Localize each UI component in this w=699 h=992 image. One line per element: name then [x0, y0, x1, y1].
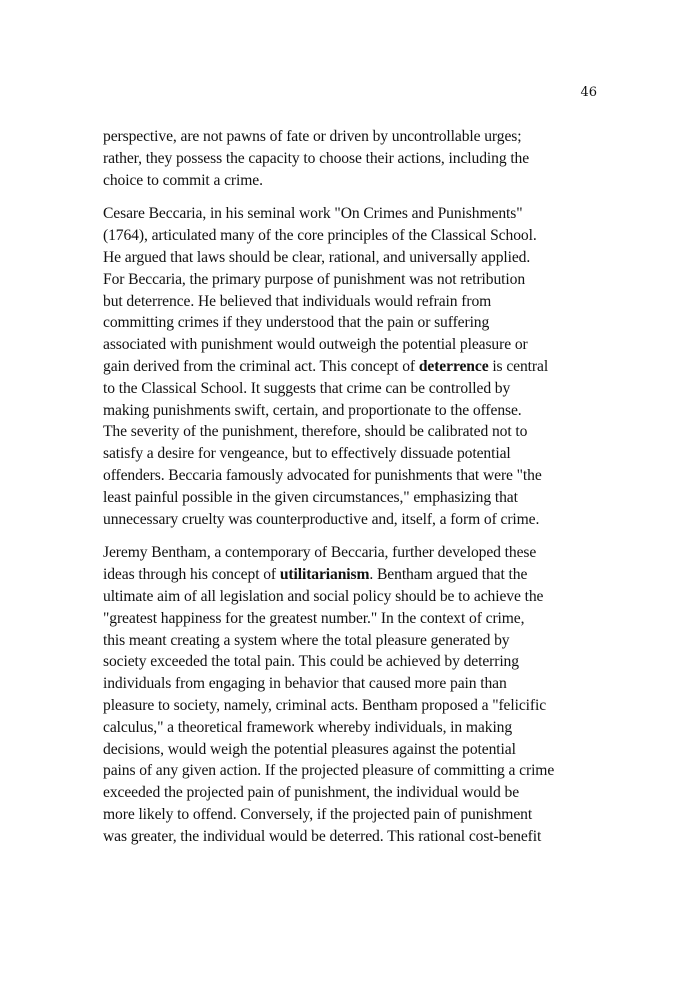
text-segment: offenders. Beccaria famously advocated for punishments that were "the	[103, 466, 542, 484]
text-segment: perspective, are not pawns of fate or driven by uncontrollable urges;	[103, 128, 522, 145]
text-segment: making punishments swift, certain, and proportionate to the offense.	[103, 401, 522, 419]
text-line	[103, 225, 603, 247]
text-line	[103, 247, 603, 269]
text-line	[103, 378, 603, 400]
text-segment: gain derived from the criminal act. This concept of	[103, 357, 419, 375]
text-segment: unnecessary cruelty was counterproductive and, itself, a form of crime.	[103, 510, 540, 528]
text-line	[103, 465, 603, 487]
text-segment: rather, they possess the capacity to choose their actions, including the	[103, 149, 530, 167]
text-segment: decisions, would weigh the potential pleasures against the potential	[103, 740, 516, 758]
text-line	[103, 695, 603, 717]
text-segment: society exceeded the total pain. This could be achieved by deterring	[103, 653, 519, 671]
text-segment: (1764), articulated many of the core principles of the Classical School.	[103, 227, 537, 245]
text-segment: He argued that laws should be clear, rational, and universally applied.	[103, 248, 531, 266]
text-line	[103, 421, 603, 443]
text-segment: to the Classical School. It suggests that crime can be controlled by	[103, 379, 511, 397]
text-line	[103, 608, 603, 630]
text-segment: The severity of the punishment, therefore, should be calibrated not to	[103, 423, 528, 441]
text-segment: was greater, the individual would be deterred. This rational cost-benefit	[103, 827, 542, 845]
text-segment: . Bentham argued that the	[369, 566, 528, 584]
text-line	[103, 312, 603, 334]
text-segment: but deterrence. He believed that individuals would refrain from	[103, 292, 492, 310]
text-line	[103, 291, 603, 313]
text-line	[103, 356, 603, 378]
text-segment: ultimate aim of all legislation and social policy should be to achieve the	[103, 587, 544, 605]
paragraph	[103, 542, 603, 847]
text-segment: Cesare Beccaria, in his seminal work "On Crimes and Punishments"	[103, 205, 523, 223]
page-number: 46	[580, 85, 597, 100]
text-line	[103, 542, 603, 564]
text-line	[103, 487, 603, 509]
text-line	[103, 586, 603, 608]
text-line	[103, 170, 603, 192]
text-segment: calculus," a theoretical framework whereby individuals, in making	[103, 718, 513, 736]
text-line	[103, 443, 603, 465]
text-line	[103, 717, 603, 739]
text-segment: exceeded the projected pain of punishment, the individual would be	[103, 784, 520, 802]
text-line	[103, 673, 603, 695]
text-segment: choice to commit a crime.	[103, 171, 263, 189]
bold-term: deterrence	[418, 357, 489, 375]
text-segment: Jeremy Bentham, a contemporary of Beccaria, further developed these	[103, 544, 537, 562]
bold-term: utilitarianism	[279, 566, 370, 584]
text-line	[103, 148, 603, 170]
paragraph	[103, 203, 603, 530]
text-segment: this meant creating a system where the total pleasure generated by	[103, 631, 510, 649]
paragraph	[103, 126, 603, 191]
text-segment: more likely to offend. Conversely, if the projected pain of punishment	[103, 805, 533, 823]
text-line	[103, 739, 603, 761]
text-segment: satisfy a desire for vengeance, but to effectively dissuade potential	[103, 445, 511, 463]
text-line	[103, 651, 603, 673]
text-line	[103, 400, 603, 422]
text-segment: committing crimes if they understood that the pain or suffering	[103, 314, 490, 332]
text-line	[103, 334, 603, 356]
text-segment: individuals from engaging in behavior that caused more pain than	[103, 675, 507, 693]
text-segment: least painful possible in the given circumstances," emphasizing that	[103, 488, 518, 506]
text-segment: For Beccaria, the primary purpose of punishment was not retribution	[103, 270, 526, 288]
page-body	[103, 126, 603, 860]
text-segment: associated with punishment would outweigh the potential pleasure or	[103, 336, 528, 354]
text-line	[103, 782, 603, 804]
text-segment: "greatest happiness for the greatest number." In the context of crime,	[103, 609, 525, 627]
text-line	[103, 630, 603, 652]
text-segment: is central	[488, 357, 549, 375]
text-line	[103, 760, 603, 782]
text-line	[103, 564, 603, 586]
text-segment: pleasure to society, namely, criminal acts. Bentham proposed a "felicific	[103, 696, 547, 714]
text-line	[103, 509, 603, 531]
text-line	[103, 804, 603, 826]
text-line	[103, 269, 603, 291]
text-line	[103, 126, 603, 148]
text-line	[103, 203, 603, 225]
text-line	[103, 826, 603, 848]
text-segment: pains of any given action. If the projected pleasure of committing a crime	[103, 762, 555, 780]
text-segment: ideas through his concept of	[103, 566, 280, 584]
